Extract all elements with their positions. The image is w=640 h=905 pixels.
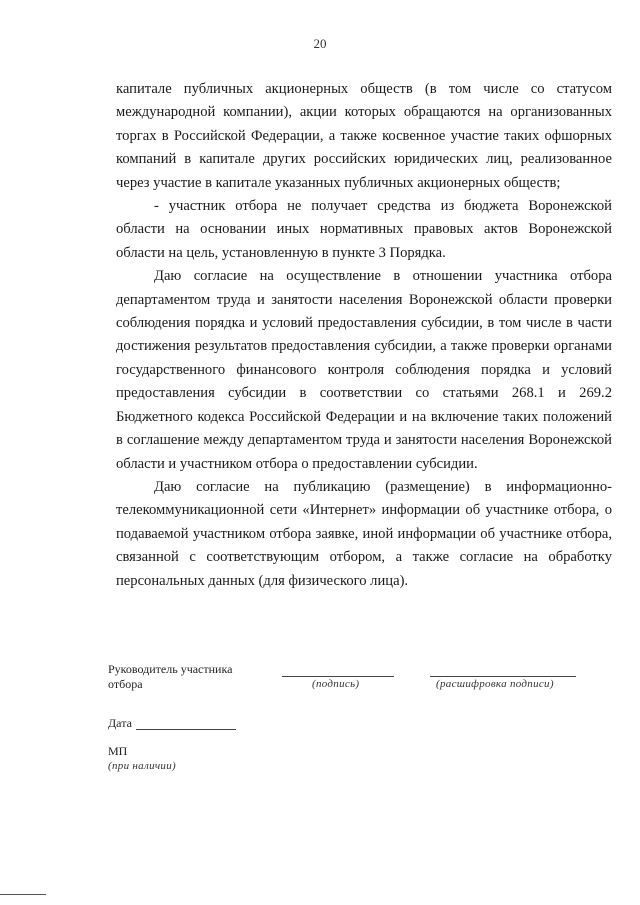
paragraph-continuation: капитале публичных акционерных обществ (в том числе со статусом международной компании), акции которых обращаются на организованных торгах в Российской Федерации, а также косвенное участие таких офшорных компаний в капитале других российских юридических лиц, реализованное через участие в капитале указанных публичных акционерных обществ; (116, 81, 612, 191)
margin-mark (0, 894, 46, 895)
paragraph-consent-inspection: Даю согласие на осуществление в отношении участника отбора департаментом труда и занятости населения Воронежской области проверки соблюдения порядка и условий предоставления субсидии, в том числе в части достижения результатов предоставления субсидии, а также проверки органами государственного финансового контроля соблюдения порядка и условий предоставления субсидии в соответствии со статьями 268.1 и 269.2 Бюджетного кодекса Российской Федерации и на включение таких положений в соглашение между департаментом труда и занятости населения Воронежской области и участником отбора о предоставлении субсидии. (116, 268, 612, 472)
head-label-line1: Руководитель участника (108, 662, 233, 676)
head-label-line2: отбора (108, 677, 143, 691)
decoding-caption: (расшифровка подписи) (436, 678, 554, 690)
signature-caption: (подпись) (312, 678, 360, 690)
signature-line (282, 676, 394, 677)
seal-label: МП (108, 744, 128, 758)
date-label: Дата (108, 716, 132, 730)
page-number: 20 (313, 36, 327, 51)
date-line (136, 729, 236, 730)
seal-caption: (при наличии) (108, 760, 176, 772)
paragraph-budget-condition: - участник отбора не получает средства из бюджета Воронежской области на основании иных нормативных правовых актов Воронежской области на цель, установленную в пункте 3 Порядка. (116, 198, 612, 261)
paragraph-consent-publication: Даю согласие на публикацию (размещение) в информационно-телекоммуникационной сети «Интернет» информации об участнике отбора, о подаваемой участником отбора заявке, иной информации об участнике отбора, связанной с соответствующим отбором, а также согласие на обработку персональных данных (для физического лица). (116, 478, 612, 589)
body-text (116, 78, 612, 593)
decoding-line (430, 676, 576, 677)
